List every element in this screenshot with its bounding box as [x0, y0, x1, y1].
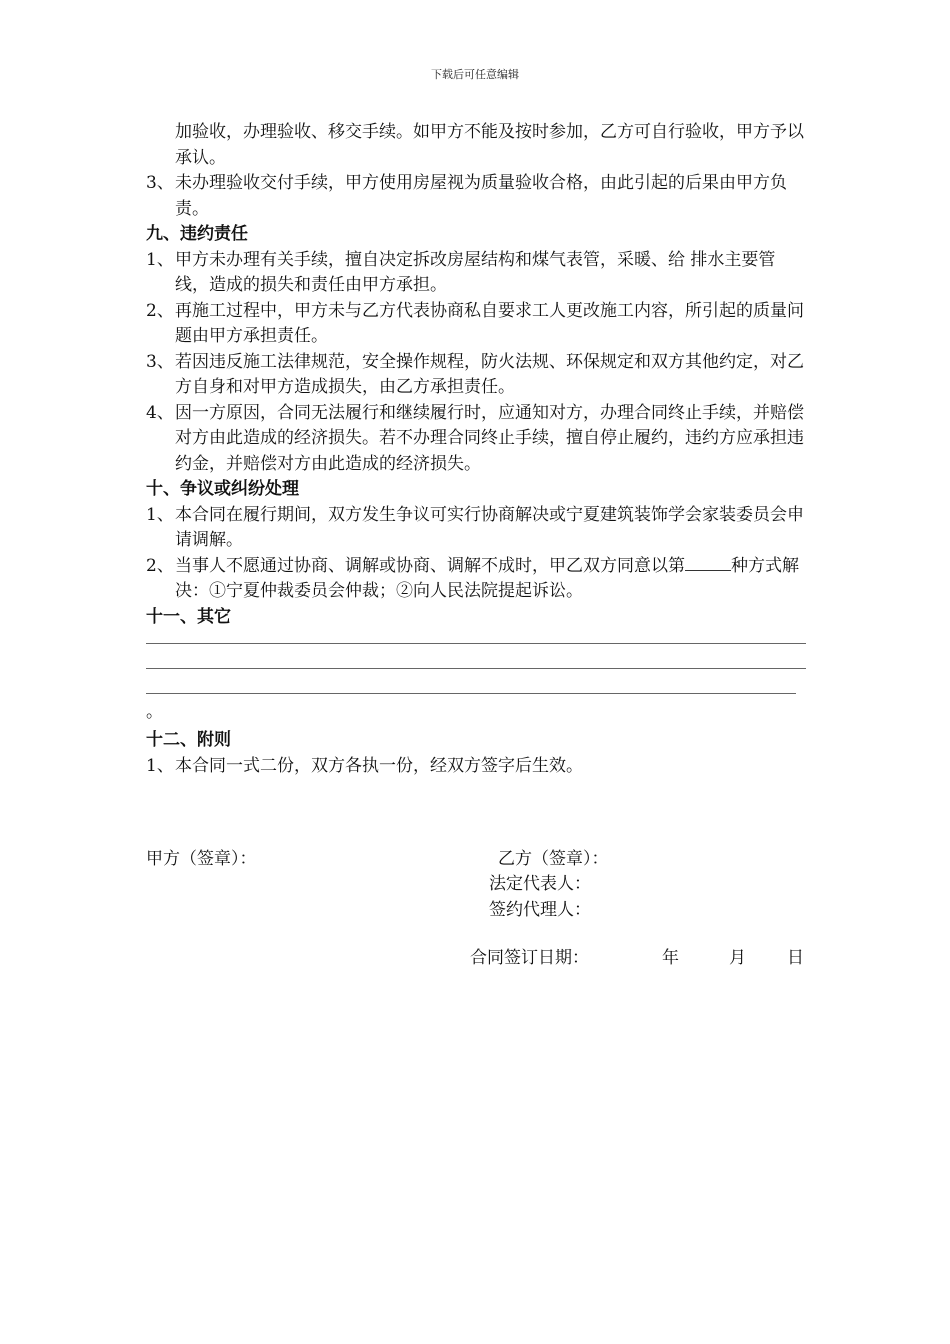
legal-representative-label: 法定代表人：: [489, 874, 591, 894]
clause-9-2: [146, 299, 806, 350]
clause-9-1: [146, 248, 806, 299]
clause-number: 1、: [146, 504, 174, 525]
date-year: 年: [662, 948, 679, 968]
header-note: 下载后可任意编辑: [431, 68, 519, 81]
sign-date-label: 合同签订日期：: [470, 948, 589, 968]
fill-in-blank[interactable]: [685, 554, 731, 571]
date-month: 月: [729, 948, 746, 968]
section-9-title: 九、违约责任: [146, 224, 248, 244]
clause-12-1: [146, 754, 806, 780]
clause-text: 因一方原因，合同无法履行和继续履行时，应通知对方，办理合同终止手续，并赔偿对方由此造成的经济损失。若不办理合同终止手续，擅自停止履约，违约方应承担违约金，并赔偿对方由此造成的经济损失。: [175, 402, 804, 474]
clause-9-3: [146, 350, 806, 401]
party-a-signature-label: 甲方（签章）：: [146, 849, 257, 869]
clause-number: 3、: [146, 173, 174, 193]
clause-text: 本合同一式二份，双方各执一份，经双方签字后生效。: [175, 755, 583, 776]
clause-number: 1、: [146, 249, 174, 270]
contract-body: [146, 120, 806, 779]
section-12-title: 十二、附则: [146, 730, 231, 750]
clause-10-2: [146, 554, 806, 605]
clause-text-after-blank: 种方式解决：①宁夏仲裁委员会仲裁；②向人民法院提起诉讼。: [175, 555, 799, 601]
paragraph-text: 加验收，办理验收、移交手续。如甲方不能及按时参加，乙方可自行验收，甲方予以承认。: [175, 122, 804, 168]
section-11-title: 十一、其它: [146, 606, 231, 627]
paragraph-continuation: [146, 120, 806, 171]
clause-number: 2、: [146, 555, 174, 576]
other-terms-lines: [146, 643, 806, 694]
date-day: 日: [787, 948, 804, 968]
section-11-period: 。: [146, 702, 163, 722]
clause-number: 2、: [146, 300, 174, 321]
write-line[interactable]: [146, 668, 806, 669]
clause-number: 4、: [146, 402, 174, 423]
clause-text: 本合同在履行期间，双方发生争议可实行协商解决或宁夏建筑装饰学会家装委员会申请调解。: [175, 504, 804, 550]
clause-text-before-blank: 当事人不愿通过协商、调解或协商、调解不成时，甲乙双方同意以第: [175, 555, 685, 576]
clause-8-3: [146, 171, 806, 222]
clause-10-1: [146, 503, 806, 554]
clause-text: 若因违反施工法律规范，安全操作规程，防火法规、环保规定和双方其他约定，对乙方自身和对甲方造成损失，由乙方承担责任。: [175, 351, 804, 397]
signing-agent-label: 签约代理人：: [489, 900, 591, 920]
clause-9-4: [146, 401, 806, 478]
clause-text: 甲方未办理有关手续，擅自决定拆改房屋结构和煤气表管，采暖、给 排水主要管线，造成的损失和责任由甲方承担。: [175, 249, 776, 295]
clause-text: 未办理验收交付手续，甲方使用房屋视为质量验收合格，由此引起的后果由甲方负责。: [175, 173, 787, 219]
party-b-signature-label: 乙方（签章）：: [498, 849, 609, 869]
section-10-title: 十、争议或纠纷处理: [146, 479, 299, 499]
write-line[interactable]: [146, 643, 806, 644]
clause-number: 1、: [146, 755, 174, 776]
write-line[interactable]: [146, 693, 796, 694]
clause-text: 再施工过程中，甲方未与乙方代表协商私自要求工人更改施工内容，所引起的质量问题由甲方承担责任。: [175, 300, 804, 346]
clause-number: 3、: [146, 351, 174, 372]
